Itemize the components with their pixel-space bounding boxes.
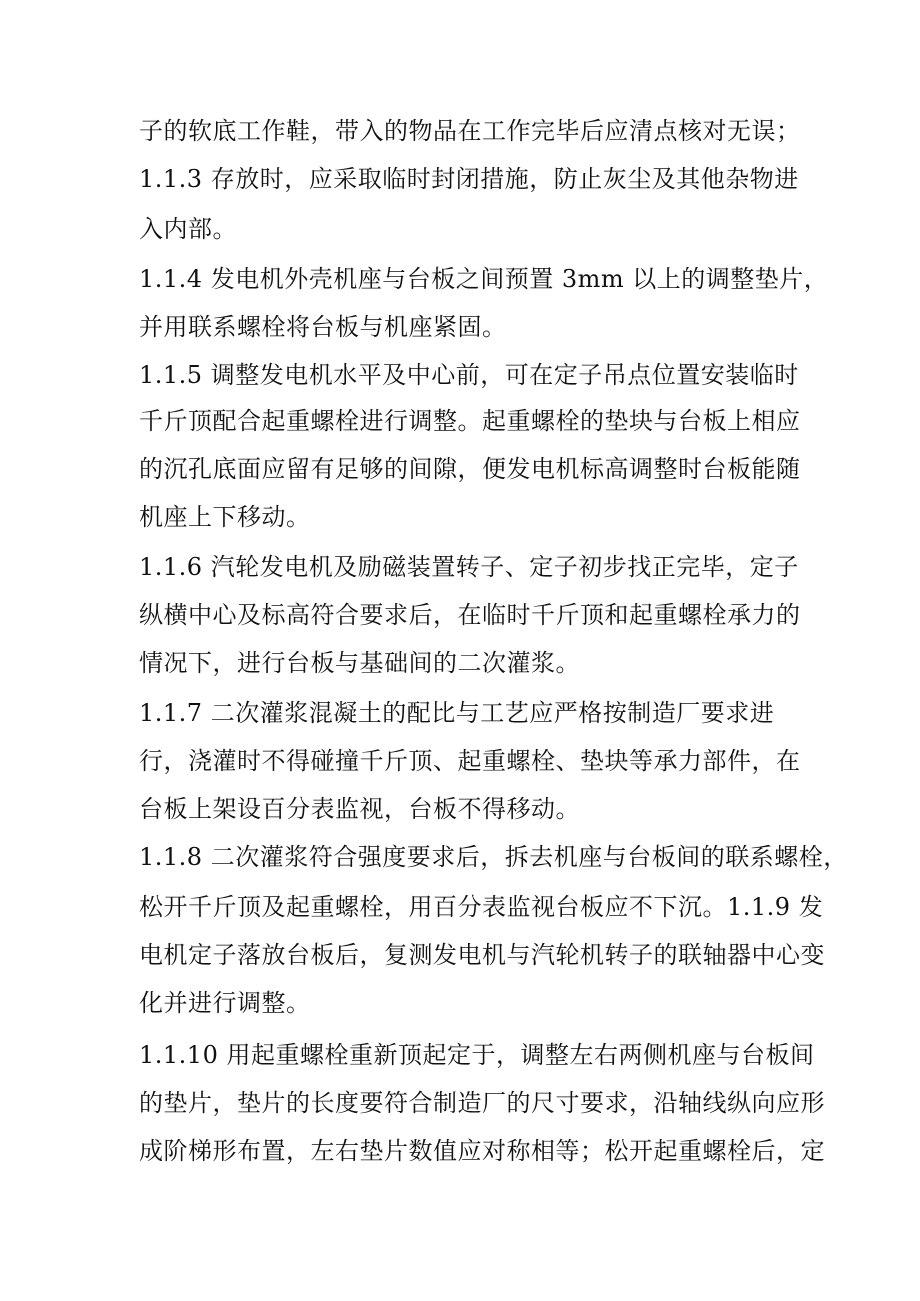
text-line: 1.1.7 二次灌浆混凝土的配比与工艺应严格按制造厂要求进 xyxy=(139,699,775,727)
text-line: 电机定子落放台板后，复测发电机与汽轮机转子的联轴器中心变 xyxy=(139,941,825,969)
text-line: 化并进行调整。 xyxy=(139,989,311,1017)
text-line: 的沉孔底面应留有足够的间隙，便发电机标高调整时台板能随 xyxy=(139,455,801,483)
text-line: 1.1.3 存放时，应采取临时封闭措施，防止灰尘及其他杂物进 xyxy=(139,165,799,193)
text-line: 子的软底工作鞋，带入的物品在工作完毕后应清点核对无误； xyxy=(139,117,801,145)
text-line: 并用联系螺栓将台板与机座紧固。 xyxy=(139,313,507,341)
text-line: 台板上架设百分表监视，台板不得移动。 xyxy=(139,795,580,823)
text-line: 1.1.8 二次灌浆符合强度要求后，拆去机座与台板间的联系螺栓， xyxy=(139,843,848,871)
text-line: 成阶梯形布置，左右垫片数值应对称相等；松开起重螺栓后，定 xyxy=(139,1137,825,1165)
text-line: 1.1.6 汽轮发电机及励磁装置转子、定子初步找正完毕，定子 xyxy=(139,553,799,581)
text-line: 千斤顶配合起重螺栓进行调整。起重螺栓的垫块与台板上相应 xyxy=(139,407,801,435)
text-line: 的垫片，垫片的长度要符合制造厂的尺寸要求，沿轴线纵向应形 xyxy=(139,1089,825,1117)
text-line: 1.1.4 发电机外壳机座与台板之间预置 3mm 以上的调整垫片， xyxy=(139,265,829,293)
text-line: 松开千斤顶及起重螺栓，用百分表监视台板应不下沉。1.1.9 发 xyxy=(139,893,824,921)
text-line: 机座上下移动。 xyxy=(139,503,311,531)
text-line: 行，浇灌时不得碰撞千斤顶、起重螺栓、垫块等承力部件，在 xyxy=(139,747,801,775)
text-line: 1.1.10 用起重螺栓重新顶起定于，调整左右两侧机座与台板间 xyxy=(139,1041,815,1069)
text-line: 情况下，进行台板与基础间的二次灌浆。 xyxy=(139,649,580,677)
text-line: 纵横中心及标高符合要求后，在临时千斤顶和起重螺栓承力的 xyxy=(139,601,801,629)
text-line: 入内部。 xyxy=(139,215,237,243)
text-line: 1.1.5 调整发电机水平及中心前，可在定子吊点位置安装临时 xyxy=(139,361,799,389)
